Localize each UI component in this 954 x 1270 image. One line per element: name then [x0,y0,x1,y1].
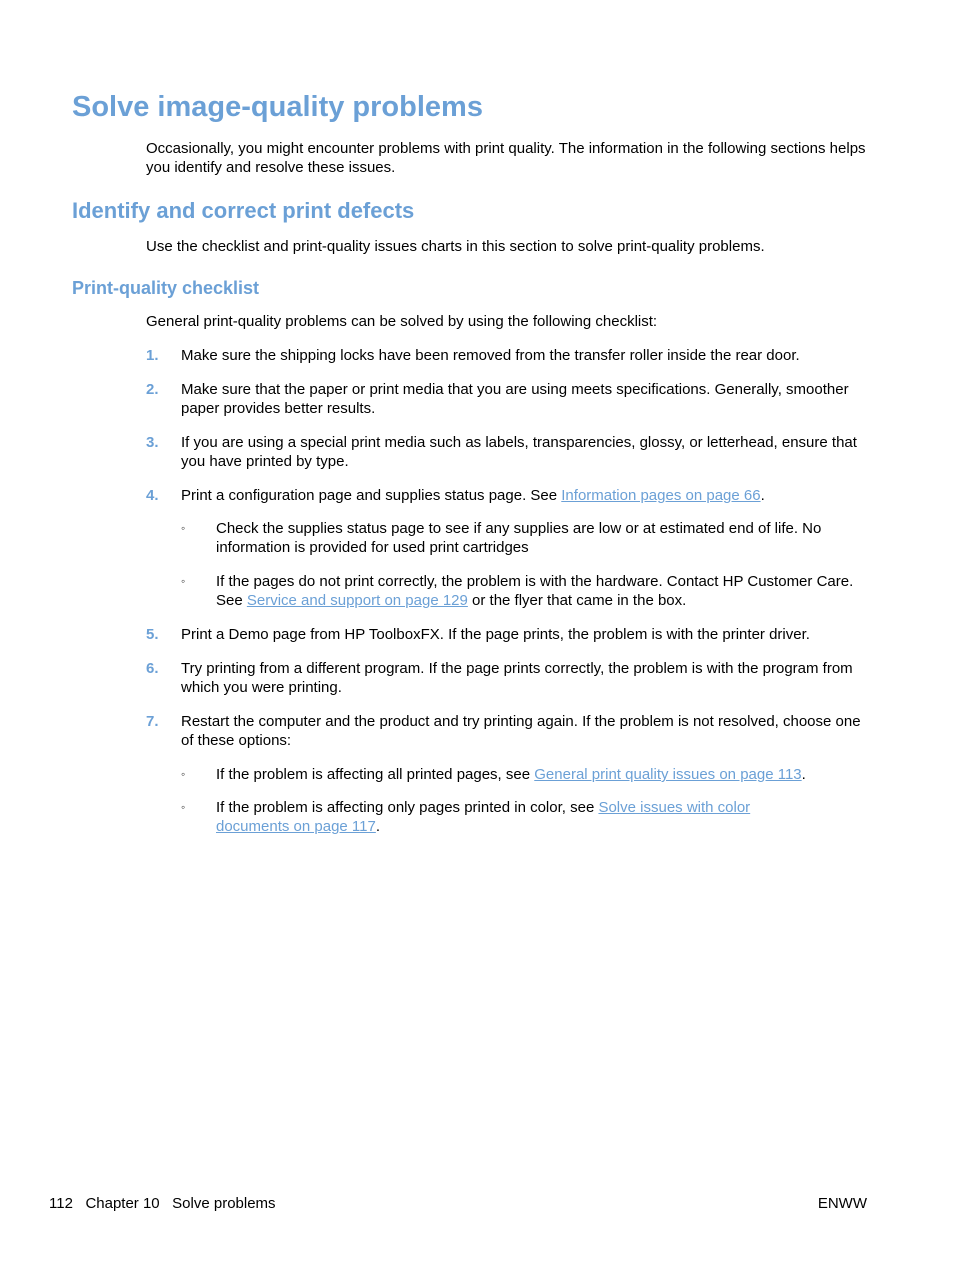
sub-item-text: Check the supplies status page to see if any supplies are low or at estimated end of life. No information is provided for used print cartridges [216,520,822,556]
step-number: 4. [146,487,159,504]
step-text: Make sure that the paper or print media that you are using meets specifications. Generally, smoother paper provides better results. [181,381,849,417]
bullet-icon: ◦ [181,574,186,588]
link-general-print-quality[interactable]: General print quality issues on page 113 [534,766,802,783]
footer-chapter: Chapter 10 [85,1195,160,1212]
step-number: 7. [146,713,159,730]
sub-item-text: If the problem is affecting all printed pages, see General print quality issues on page 113. [216,766,806,783]
link-information-pages[interactable]: Information pages on page 66 [561,487,761,504]
step-text: Restart the computer and the product and try printing again. If the problem is not resolved, choose one of these options: [181,713,861,749]
step-number: 2. [146,381,159,398]
sub-item-text: If the pages do not print correctly, the problem is with the hardware. Contact HP Customer Care. See Service and support on page 129 or the flyer that came in the box. [216,573,854,609]
section-heading: Identify and correct print defects [72,198,415,223]
step-number: 1. [146,347,159,364]
link-service-support[interactable]: Service and support on page 129 [246,592,468,609]
bullet-icon: ◦ [181,800,186,814]
footer-page-number: 112 [49,1195,73,1212]
step-text: Print a Demo page from HP ToolboxFX. If the page prints, the problem is with the printer driver. [181,626,810,643]
page-title: Solve image-quality problems [72,91,483,123]
step-number: 3. [146,434,159,451]
footer-left [49,1194,276,1213]
subsection-paragraph: General print-quality problems can be solved by using the following checklist: [146,313,658,330]
intro-paragraph: Occasionally, you might encounter problems with print quality. The information in the following sections helps you identify and resolve these issues. [146,140,866,176]
footer-chapter-title: Solve problems [172,1195,276,1212]
step-text: Make sure the shipping locks have been removed from the transfer roller inside the rear door. [181,347,800,364]
link-color-documents[interactable]: Solve issues with color documents on page 117 [216,799,751,835]
step-text: Print a configuration page and supplies status page. See Information pages on page 66. [181,487,765,504]
section-paragraph: Use the checklist and print-quality issues charts in this section to solve print-quality problems. [146,238,765,255]
step-number: 6. [146,660,159,677]
bullet-icon: ◦ [181,521,186,535]
subsection-heading: Print-quality checklist [72,278,260,298]
footer-right: ENWW [817,1195,867,1212]
step-text: Try printing from a different program. If the page prints correctly, the problem is with the program from which you were printing. [181,660,853,696]
step-text: If you are using a special print media such as labels, transparencies, glossy, or letterhead, ensure that you have printed by type. [181,434,857,470]
step-number: 5. [146,626,159,643]
bullet-icon: ◦ [181,767,186,781]
sub-item-text: If the problem is affecting only pages printed in color, see Solve issues with color documents on page 117. [216,799,751,835]
